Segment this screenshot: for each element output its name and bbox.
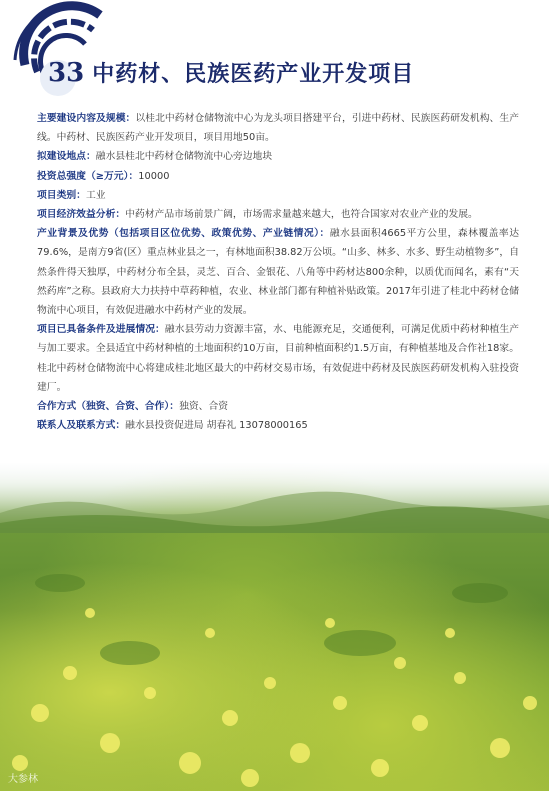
field-category [37,186,519,205]
field-label: 项目类别： [37,189,86,201]
project-number: 33 [48,58,85,88]
page-title [48,57,414,91]
project-details [37,109,519,435]
field-value: 融水县投资促进局 胡春礼 13078000165 [125,420,308,432]
field-conditions-progress [37,320,519,397]
field-value: 10000 [138,170,170,182]
field-label: 合作方式（独资、合资、合作）： [37,401,180,413]
field-value: 融水县劳动力资源丰富，水、电能源充足，交通便利，可满足优质中药材种植生产与加工要求。全县适宜中药材种植的土地面积约10万亩，目前种植面积约1.5万亩，有种植基地及合作社18家。桂北中药材仓储物流中心将建成桂北地区最大的中药材交易市场，有效促进中药材及民族医药研发机构入驻投资建厂。 [37,324,520,393]
flower-clusters [0,463,549,791]
honeysuckle-field-photo [0,463,549,791]
field-label: 项目经济效益分析： [37,209,126,221]
field-construction-content [37,109,519,147]
field-location [37,147,519,166]
field-label: 项目已具备条件及进展情况： [37,324,165,336]
project-title: 中药材、民族医药产业开发项目 [92,62,415,87]
field-label: 产业背景及优势（包括项目区位优势、政策优势、产业链情况）： [37,228,330,240]
field-label: 投资总强度（≥万元）： [37,170,139,182]
field-cooperation-mode [37,397,519,416]
field-value: 独资、合资 [179,401,229,413]
field-value: 融水县面积4665平方公里，森林覆盖率达79.6%，是南方9省(区）重点林业县之一，有林地面积38.82万公顷。“山多、林多、水多、野生动植物多”，自然条件得天独厚，中药材分布全县，灵芝、百合、金银花、八角等中药材达800余种，以质优而闻名，素有“天然药库”之称。县政府大力扶持中草药种植，农业、林业部门都有种植补贴政策。2017年引进了桂北中药材仓储物流中心项目，有效促进融水中药材产业的发展。 [37,228,519,317]
field-value: 工业 [85,189,106,201]
field-investment [37,167,519,186]
field-label: 拟建设地点： [37,151,96,163]
field-label: 主要建设内容及规模： [37,113,136,124]
field-industry-background [37,224,519,320]
field-label: 联系人及联系方式： [37,420,126,432]
watermark: 大参林 [8,774,38,785]
field-value: 中药材产品市场前景广阔，市场需求量越来越大，也符合国家对农业产业的发展。 [125,209,478,221]
field-value: 以桂北中药材仓储物流中心为龙头项目搭建平台，引进中药材、民族医药研发机构、生产线。中药材、民族医药产业开发项目，项目用地50亩。 [37,113,520,144]
field-value: 融水县桂北中药材仓储物流中心旁边地块 [95,151,273,163]
field-contact [37,416,519,435]
field-economic-analysis [37,205,519,224]
